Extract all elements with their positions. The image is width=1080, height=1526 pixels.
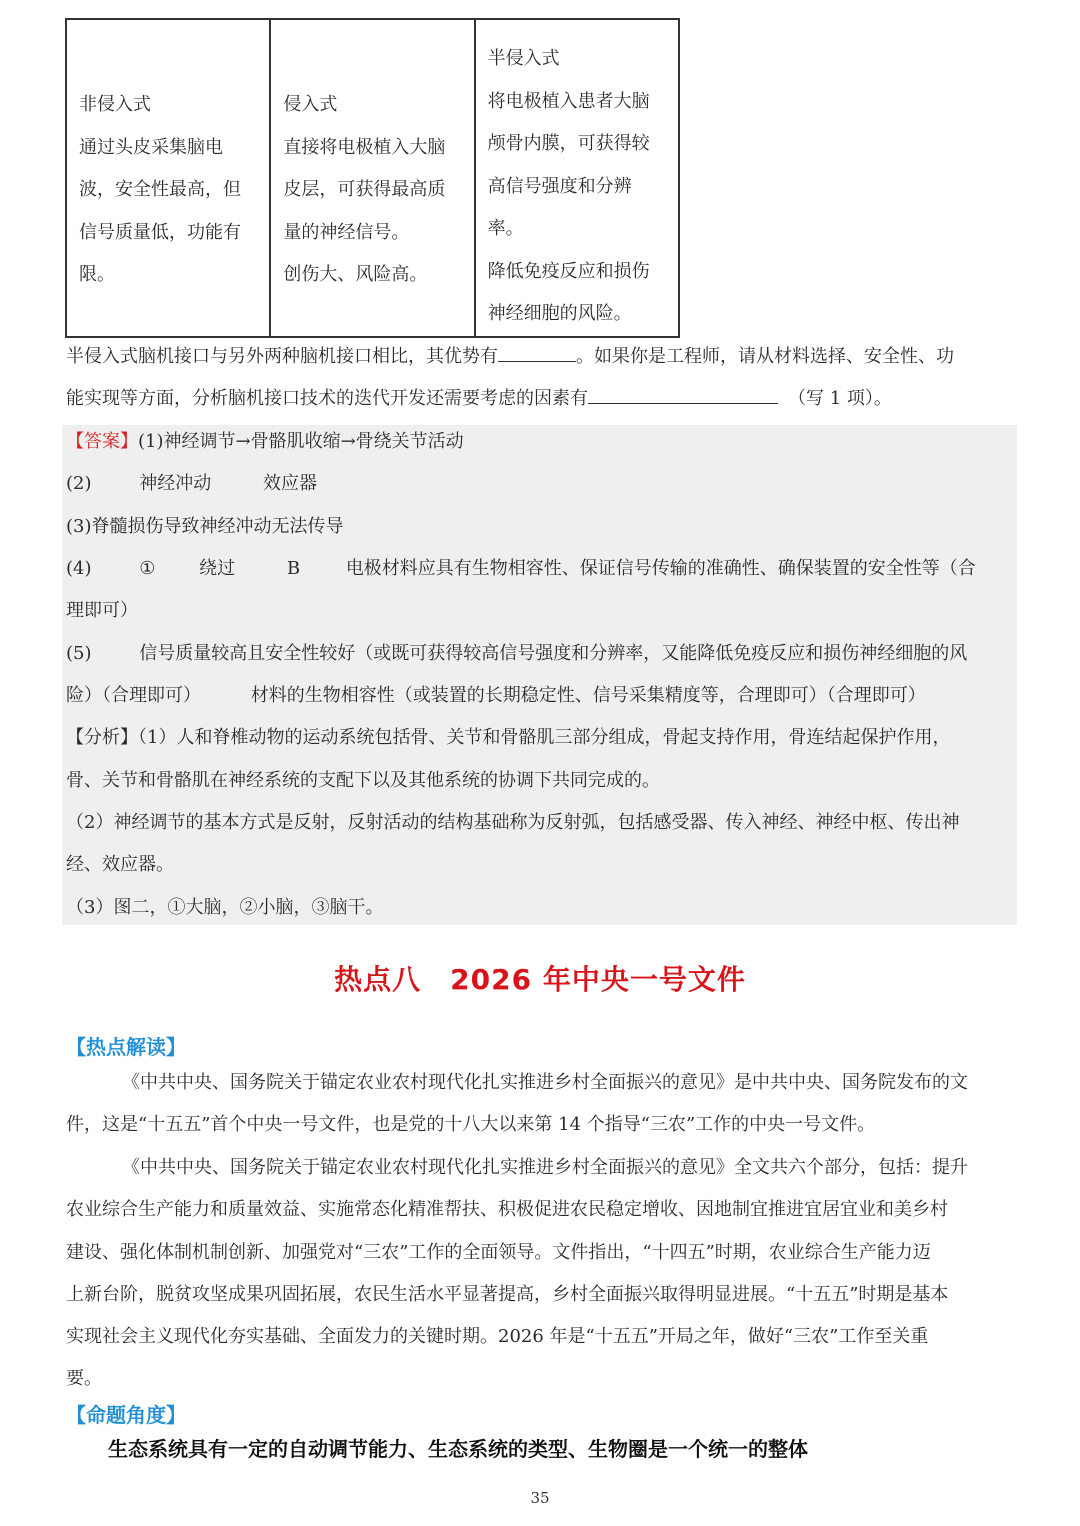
paragraph-line: 《中共中央、国务院关于锚定农业农村现代化扎实推进乡村全面振兴的意见》全文共六个部分，包括：提升 — [122, 1157, 968, 1178]
analysis-line-2: （2）神经调节的基本方式是反射，反射活动的结构基础称为反射弧，包括感受器、传入神经、神经中枢、传出神 — [66, 812, 960, 833]
analysis-line-2-cont: 经、效应器。 — [66, 854, 174, 875]
answer-line-4 — [66, 554, 976, 580]
answer-text: 信号质量较高且安全性较好（或既可获得较高信号强度和分辨率，又能降低免疫反应和损伤神经细胞的风 — [139, 643, 968, 664]
answer-blank — [588, 385, 778, 404]
question-text: 。如果你是工程师，请从材料选择、安全性、功 — [576, 346, 954, 367]
answer-text: 神经冲动 — [139, 473, 212, 494]
answer-text: ① — [139, 558, 156, 579]
question-text: 能实现等方面，分析脑机接口技术的迭代开发还需要考虑的因素有 — [66, 388, 588, 409]
analysis-line-1 — [66, 723, 950, 749]
answer-text: B — [286, 558, 301, 579]
paragraph-line: 实现社会主义现代化夯实基础、全面发力的关键时期。2026 年是“十五五”开局之年，做好“三农”工作至关重 — [66, 1326, 929, 1347]
cell-line: 降低免疫反应和损伤 — [487, 260, 650, 282]
answer-text: 效应器 — [262, 473, 317, 494]
question-text: 半侵入式脑机接口与另外两种脑机接口相比，其优势有 — [66, 346, 498, 367]
cell-line: 限。 — [79, 264, 115, 285]
answer-num: (5) — [66, 643, 92, 664]
paragraph-line: 上新台阶，脱贫攻坚成果巩固拓展，农民生活水平显著提高，乡村全面振兴取得明显进展。“十五五”时期是基本 — [66, 1284, 949, 1305]
answer-num: (4) — [66, 558, 92, 579]
interpretation-heading: 【热点解读】 — [66, 1035, 186, 1059]
cell-line: 侵入式 — [283, 94, 338, 115]
cell-line: 将电极植入患者大脑 — [487, 90, 650, 112]
table-cell-invasive — [270, 19, 474, 337]
answer-box — [62, 425, 1017, 925]
answer-text: 险）（合理即可） — [66, 685, 201, 706]
answer-tag: 【答案】 — [66, 431, 138, 452]
cell-line: 皮层，可获得最高质 — [283, 179, 446, 200]
cell-line: 通过头皮采集脑电 — [79, 136, 223, 158]
cell-line: 颅骨内膜，可获得较 — [487, 133, 650, 154]
paragraph-line: 要。 — [66, 1368, 102, 1389]
paragraph-line: 《中共中央、国务院关于锚定农业农村现代化扎实推进乡村全面振兴的意见》是中共中央、国务院发布的文 — [122, 1072, 968, 1093]
cell-line: 直接将电极植入大脑 — [283, 136, 446, 158]
cell-line: 半侵入式 — [487, 48, 560, 69]
page-number: 35 — [530, 1489, 550, 1507]
answer-line-5-cont — [66, 681, 926, 707]
analysis-text: （1）人和脊椎动物的运动系统包括骨、关节和骨骼肌三部分组成，骨起支持作用，骨连结起保护作用， — [138, 727, 951, 748]
answer-num: (2) — [66, 473, 92, 494]
answer-line-5 — [66, 639, 967, 665]
paragraph-line: 农业综合生产能力和质量效益、实施常态化精准帮扶、积极促进农民稳定增收、因地制宜推进宜居宜业和美乡村 — [66, 1199, 948, 1220]
answer-line-4-cont: 理即可） — [66, 600, 138, 621]
proposition-angle-text: 生态系统具有一定的自动调节能力、生态系统的类型、生物圈是一个统一的整体 — [108, 1437, 808, 1461]
table-cell-semi-invasive — [475, 19, 679, 337]
analysis-line-3: （3）图二，①大脑，②小脑，③脑干。 — [66, 897, 384, 918]
cell-line: 率。 — [487, 218, 524, 239]
cell-line: 创伤大、风险高。 — [283, 264, 428, 285]
proposition-angle-heading: 【命题角度】 — [66, 1403, 186, 1427]
answer-line-2 — [66, 469, 317, 495]
paragraph-line: 建设、强化体制机制创新、加强党对“三农”工作的全面领导。文件指出，“十四五”时期，农业综合生产能力迈 — [66, 1242, 931, 1263]
hotspot-title: 热点八 2026 年中央一号文件 — [334, 963, 746, 996]
answer-text: 电极材料应具有生物相容性、保证信号传输的准确性、确保装置的安全性等（合 — [345, 558, 976, 579]
cell-line: 量的神经信号。 — [283, 221, 410, 243]
answer-text: 绕过 — [199, 558, 236, 579]
paragraph-line: 件，这是“十五五”首个中央一号文件，也是党的十八大以来第 14 个指导“三农”工作的中央一号文件。 — [66, 1114, 876, 1135]
answer-text: (1)神经调节→骨骼肌收缩→骨绕关节活动 — [138, 431, 464, 452]
cell-line: 神经细胞的风险。 — [487, 303, 632, 324]
question-text: （写 1 项）。 — [788, 388, 892, 409]
answer-line-3: (3)脊髓损伤导致神经冲动无法传导 — [66, 516, 344, 537]
cell-line: 高信号强度和分辨 — [487, 175, 632, 197]
comparison-table — [65, 18, 680, 338]
question-line-1 — [66, 342, 954, 368]
cell-line: 信号质量低，功能有 — [79, 221, 241, 243]
answer-blank — [498, 343, 576, 362]
answer-text: 材料的生物相容性（或装置的长期稳定性、信号采集精度等，合理即可）（合理即可） — [250, 685, 926, 706]
cell-line: 波，安全性最高，但 — [79, 179, 241, 200]
analysis-tag: 【分析】 — [66, 727, 138, 748]
cell-line: 非侵入式 — [79, 94, 151, 115]
answer-line-1 — [66, 427, 464, 453]
question-line-2 — [66, 384, 892, 410]
analysis-line-1-cont: 骨、关节和骨骼肌在神经系统的支配下以及其他系统的协调下共同完成的。 — [66, 770, 660, 791]
table-cell-non-invasive — [66, 19, 270, 337]
